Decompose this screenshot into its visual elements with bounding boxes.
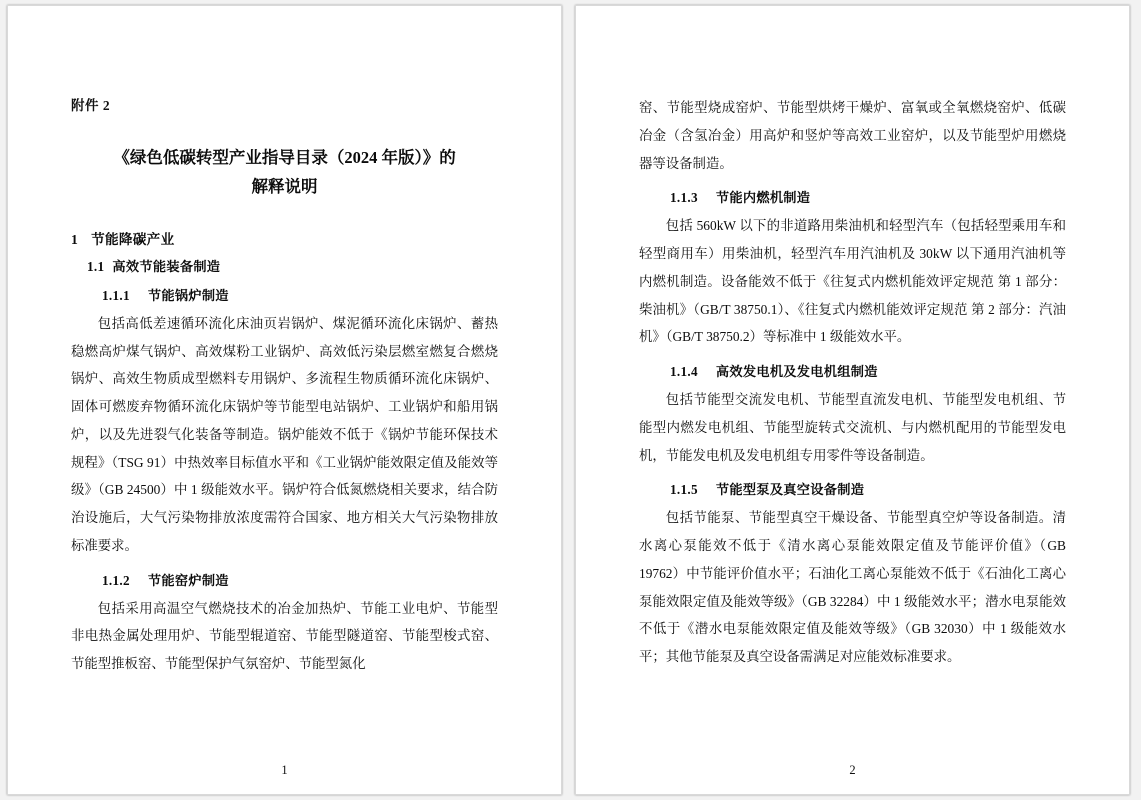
- heading-level-2: [87, 256, 498, 275]
- attachment-label: 附件 2: [71, 98, 111, 113]
- heading-title-113: 节能内燃机制造: [715, 190, 811, 206]
- heading-level-3-114: [670, 361, 1066, 380]
- page-number-1: 1: [281, 763, 288, 777]
- heading-number-114: 1.1.4: [670, 364, 698, 379]
- paragraph-111: 包括高低差速循环流化床油页岩锅炉、煤泥循环流化床锅炉、蓄热稳燃高炉煤气锅炉、高效煤粉工业锅炉、高效低污染层燃室燃复合燃烧锅炉、高效生物质成型燃料专用锅炉、多流程生物质循环流化床锅炉、固体可燃废弃物循环流化床锅炉等节能型电站锅炉、工业锅炉和船用锅炉，以及先进裂气化装备等制造。锅炉能效不低于《锅炉节能环保技术规程》（TSG 91）中热效率目标值水平和《工业锅炉能效限定值及能效等级》（GB 24500）中 1 级能效水平。锅炉符合低氮燃烧相关要求，结合防治设施后，大气污染物排放浓度需符合国家、地方相关大气污染物排放标准要求。: [71, 315, 498, 553]
- heading-number-113: 1.1.3: [670, 190, 698, 206]
- paragraph-112-continued: 窑、节能型烧成窑炉、节能型烘烤干燥炉、富氧或全氧燃烧窑炉、低碳冶金（含氢冶金）用高炉和竖炉等高效工业窑炉，以及节能型炉用燃烧器等设备制造。: [639, 100, 1066, 171]
- paragraph-112: 包括采用高温空气燃烧技术的冶金加热炉、节能工业电炉、节能型非电热金属处理用炉、节能型辊道窑、节能型隧道窑、节能型梭式窑、节能型推板窑、节能型保护气氛窑炉、节能型氮化: [71, 600, 498, 671]
- heading-number-115: 1.1.5: [670, 482, 698, 498]
- heading-title-114: 高效发电机及发电机组制造: [715, 364, 878, 379]
- heading-title-115: 节能型泵及真空设备制造: [715, 482, 865, 498]
- document-page-2: [575, 5, 1130, 795]
- heading-number-112: 1.1.2: [102, 572, 130, 588]
- paragraph-114: 包括节能型交流发电机、节能型直流发电机、节能型发电机组、节能型内燃发电机组、节能型旋转式交流机、与内燃机配用的节能型发电机，节能发电机及发电机组专用零件等设备制造。: [639, 392, 1066, 463]
- heading-title-111: 节能锅炉制造: [147, 287, 229, 303]
- paragraph-113: 包括 560kW 以下的非道路用柴油机和轻型汽车（包括轻型乘用车和轻型商用车）用柴油机，轻型汽车用汽油机及 30kW 以下通用汽油机等内燃机制造。设备能效不低于《往复式内燃机能效评定规范 第 1 部分：柴油机》（GB/T 38750.1）、《往复式内燃机能效评定规范 第 2 部分：汽油机》（GB/T 38750.2）等标准中 1 级能效水平。: [639, 218, 1066, 345]
- heading-level-2-text: 高效节能装备制造: [112, 258, 221, 274]
- page-title-line-2: 解释说明: [251, 176, 318, 196]
- paragraph-115: 包括节能泵、节能型真空干燥设备、节能型真空炉等设备制造。清水离心泵能效不低于《清水离心泵能效限定值及节能评价值》（GB 19762）中节能评价值水平；石油化工离心泵能效不低于《石油化工离心泵能效限定值及能效等级》（GB 32284）中 1 级能效水平；潜水电泵能效不低于《潜水电泵能效限定值及能效等级》（GB 32030）中 1 级能效水平；其他节能泵及真空设备需满足对应能效标准要求。: [639, 510, 1066, 664]
- page-title: [71, 144, 498, 202]
- heading-level-3-112: [102, 570, 498, 589]
- page-number-2: 2: [849, 763, 856, 777]
- heading-level-3-111: [102, 285, 498, 304]
- heading-level-1: [71, 228, 498, 248]
- heading-title-112: 节能窑炉制造: [147, 572, 229, 588]
- heading-level-1-number: 1: [71, 231, 79, 247]
- heading-level-1-text: 节能降碳产业: [91, 231, 175, 247]
- heading-level-3-115: [670, 479, 1066, 498]
- heading-number-111: 1.1.1: [102, 287, 130, 303]
- heading-level-3-113: [670, 187, 1066, 206]
- document-page-1: [7, 5, 562, 795]
- page-title-line-1: 《绿色低碳转型产业指导目录（2024 年版）》的: [113, 148, 456, 167]
- heading-level-2-number: 1.1: [87, 258, 105, 274]
